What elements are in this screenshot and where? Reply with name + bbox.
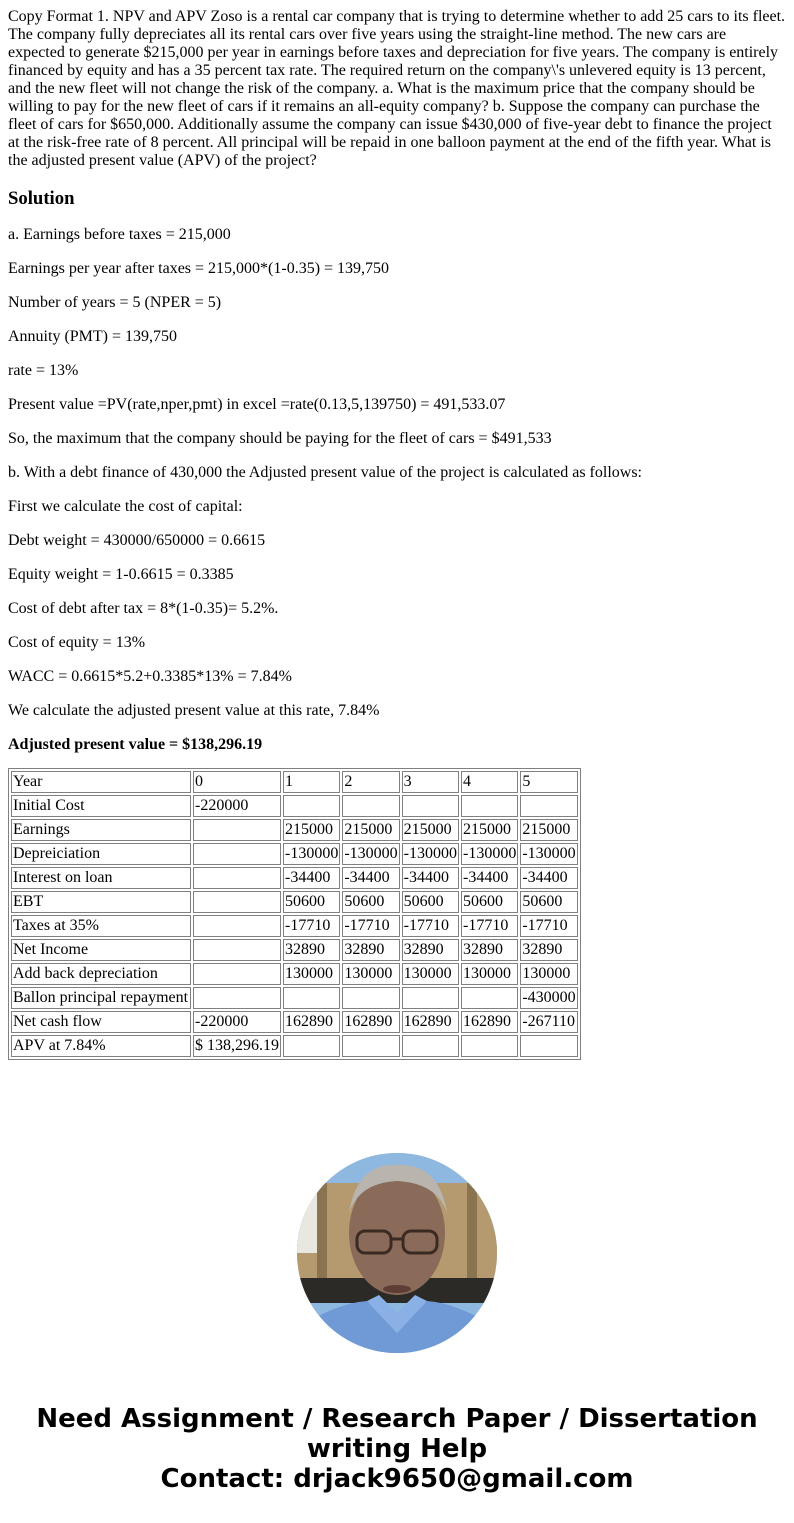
table-cell xyxy=(193,843,281,865)
solution-line: Present value =PV(rate,nper,pmt) in excel =rate(0.13,5,139750) = 491,533.07 xyxy=(8,396,506,413)
row-label-cell: EBT xyxy=(11,891,191,913)
cash-flow-table xyxy=(8,768,581,1060)
table-cell: -34400 xyxy=(520,867,577,889)
table-cell xyxy=(193,939,281,961)
table-cell: -430000 xyxy=(520,987,577,1009)
table-cell xyxy=(283,1035,340,1057)
table-cell xyxy=(193,819,281,841)
table-cell: -130000 xyxy=(461,843,518,865)
table-cell xyxy=(461,987,518,1009)
solution-line: Cost of debt after tax = 8*(1-0.35)= 5.2%. xyxy=(8,600,279,617)
table-cell: -130000 xyxy=(283,843,340,865)
solution-line: b. With a debt finance of 430,000 the Adjusted present value of the project is calculated as follows: xyxy=(8,464,642,481)
table-cell xyxy=(520,1035,577,1057)
table-cell xyxy=(193,987,281,1009)
table-cell: 215000 xyxy=(520,819,577,841)
table-cell xyxy=(402,795,459,817)
table-row xyxy=(11,1011,578,1033)
table-cell: $ 138,296.19 xyxy=(193,1035,281,1057)
table-cell: 130000 xyxy=(402,963,459,985)
table-cell xyxy=(402,1035,459,1057)
table-cell: 162890 xyxy=(283,1011,340,1033)
table-cell: 215000 xyxy=(283,819,340,841)
solution-heading: Solution xyxy=(8,188,75,209)
table-cell xyxy=(283,795,340,817)
table-cell: -17710 xyxy=(461,915,518,937)
table-cell: 50600 xyxy=(283,891,340,913)
table-cell: -34400 xyxy=(461,867,518,889)
table-cell xyxy=(283,987,340,1009)
table-cell: -220000 xyxy=(193,795,281,817)
table-cell: -130000 xyxy=(520,843,577,865)
table-row xyxy=(11,987,578,1009)
table-cell: 50600 xyxy=(342,891,399,913)
portrait-image xyxy=(297,1153,497,1353)
table-cell: -17710 xyxy=(342,915,399,937)
table-cell xyxy=(461,795,518,817)
table-cell xyxy=(193,867,281,889)
table-cell: -130000 xyxy=(342,843,399,865)
table-cell: 32890 xyxy=(342,939,399,961)
row-label-cell: Net cash flow xyxy=(11,1011,191,1033)
table-cell xyxy=(342,795,399,817)
row-label-cell: Add back depreciation xyxy=(11,963,191,985)
table-cell xyxy=(342,1035,399,1057)
table-cell: -130000 xyxy=(402,843,459,865)
table-cell: 130000 xyxy=(342,963,399,985)
table-cell: -34400 xyxy=(402,867,459,889)
solution-line: We calculate the adjusted present value at this rate, 7.84% xyxy=(8,702,380,719)
table-cell xyxy=(520,795,577,817)
table-cell: 215000 xyxy=(461,819,518,841)
table-cell: 50600 xyxy=(461,891,518,913)
table-cell: 3 xyxy=(402,771,459,793)
table-cell xyxy=(193,963,281,985)
row-label-cell: Earnings xyxy=(11,819,191,841)
row-label-cell: Net Income xyxy=(11,939,191,961)
row-label-cell: Ballon principal repayment xyxy=(11,987,191,1009)
table-cell: 4 xyxy=(461,771,518,793)
table-cell: -17710 xyxy=(520,915,577,937)
table-cell xyxy=(193,915,281,937)
table-cell: 215000 xyxy=(342,819,399,841)
table-cell: 162890 xyxy=(402,1011,459,1033)
table-cell: 130000 xyxy=(520,963,577,985)
table-row xyxy=(11,843,578,865)
solution-line: First we calculate the cost of capital: xyxy=(8,498,243,515)
row-label-cell: Year xyxy=(11,771,191,793)
table-row xyxy=(11,1035,578,1057)
table-cell: -34400 xyxy=(283,867,340,889)
row-label-cell: Taxes at 35% xyxy=(11,915,191,937)
table-cell: 32890 xyxy=(283,939,340,961)
table-cell: 215000 xyxy=(402,819,459,841)
table-cell: -220000 xyxy=(193,1011,281,1033)
table-cell xyxy=(402,987,459,1009)
table-row xyxy=(11,771,578,793)
solution-line: Cost of equity = 13% xyxy=(8,634,146,651)
table-cell: -17710 xyxy=(402,915,459,937)
table-cell: 32890 xyxy=(461,939,518,961)
row-label-cell: Initial Cost xyxy=(11,795,191,817)
table-cell: 5 xyxy=(520,771,577,793)
solution-line: rate = 13% xyxy=(8,362,79,379)
table-cell: -267110 xyxy=(520,1011,577,1033)
footer-promo xyxy=(0,1404,794,1494)
row-label-cell: APV at 7.84% xyxy=(11,1035,191,1057)
table-row xyxy=(11,939,578,961)
table-cell: 32890 xyxy=(402,939,459,961)
table-row xyxy=(11,795,578,817)
table-cell: 32890 xyxy=(520,939,577,961)
row-label-cell: Interest on loan xyxy=(11,867,191,889)
table-cell xyxy=(193,891,281,913)
table-cell: 50600 xyxy=(520,891,577,913)
table-row xyxy=(11,891,578,913)
question-text: Copy Format 1. NPV and APV Zoso is a rental car company that is trying to determine whether to add 25 cars to its fleet. The company fully depreciates all its rental cars over five years using the straight-line method. The new cars are expected to generate $215,000 per year in earnings before taxes and depreciation for five years. The company is entirely financed by equity and has a 35 percent tax rate. The required return on the company\'s unlevered equity is 13 percent, and the new fleet will not change the risk of the company. a. What is the maximum price that the company should be willing to pay for the new fleet of cars if it remains an all-equity company? b. Suppose the company can purchase the fleet of cars for $650,000. Additionally assume the company can issue $430,000 of five-year debt to finance the project at the risk-free rate of 8 percent. All principal will be repaid in one balloon payment at the end of the fifth year. What is the adjusted present value (APV) of the project? xyxy=(8,8,786,169)
table-row xyxy=(11,867,578,889)
table-row xyxy=(11,963,578,985)
table-cell: 2 xyxy=(342,771,399,793)
apv-result: Adjusted present value = $138,296.19 xyxy=(8,736,263,753)
table-cell: 162890 xyxy=(461,1011,518,1033)
table-cell: -34400 xyxy=(342,867,399,889)
footer-line-1: Need Assignment / Research Paper / Dissertation xyxy=(36,1404,758,1434)
footer-line-2: writing Help xyxy=(306,1434,488,1464)
footer-contact: Contact: drjack9650@gmail.com xyxy=(160,1464,634,1494)
avatar xyxy=(297,1153,497,1353)
table-cell: 130000 xyxy=(461,963,518,985)
solution-line: WACC = 0.6615*5.2+0.3385*13% = 7.84% xyxy=(8,668,292,685)
table-cell: 0 xyxy=(193,771,281,793)
solution-line: Number of years = 5 (NPER = 5) xyxy=(8,294,222,311)
table-row xyxy=(11,819,578,841)
solution-line: Annuity (PMT) = 139,750 xyxy=(8,328,178,345)
table-cell: 162890 xyxy=(342,1011,399,1033)
solution-line: Equity weight = 1-0.6615 = 0.3385 xyxy=(8,566,234,583)
solution-line: So, the maximum that the company should be paying for the fleet of cars = $491,533 xyxy=(8,430,552,447)
table-row xyxy=(11,915,578,937)
table-cell: 130000 xyxy=(283,963,340,985)
solution-line: a. Earnings before taxes = 215,000 xyxy=(8,226,231,243)
table-cell: 1 xyxy=(283,771,340,793)
table-cell: 50600 xyxy=(402,891,459,913)
solution-line: Debt weight = 430000/650000 = 0.6615 xyxy=(8,532,266,549)
solution-line: Earnings per year after taxes = 215,000*(1-0.35) = 139,750 xyxy=(8,260,390,277)
table-cell xyxy=(342,987,399,1009)
table-cell: -17710 xyxy=(283,915,340,937)
row-label-cell: Depreiciation xyxy=(11,843,191,865)
table-cell xyxy=(461,1035,518,1057)
